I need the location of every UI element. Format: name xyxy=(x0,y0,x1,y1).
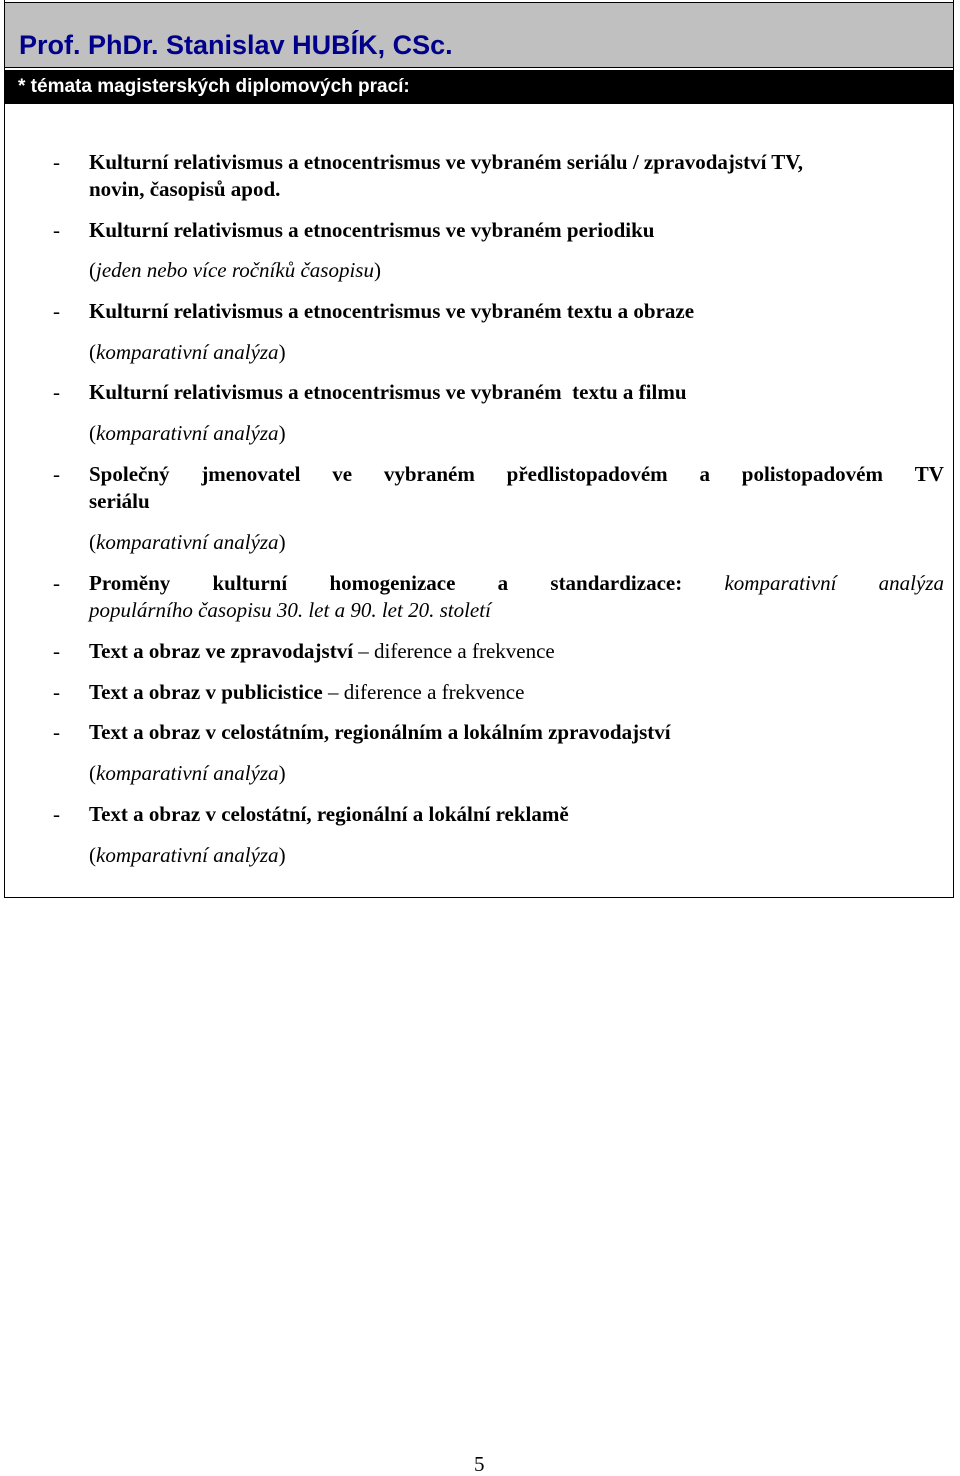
bullet-dash: - xyxy=(53,462,60,486)
word: kulturní xyxy=(212,571,288,595)
topic-2-title: Kulturní relativismus a etnocentrismus ve vybraném periodiku xyxy=(89,218,655,242)
topic-10-note xyxy=(89,845,286,866)
topic-7-title: Text a obraz ve zpravodajství xyxy=(89,639,354,663)
word: předlistopadovém xyxy=(506,462,668,486)
word: homogenizace xyxy=(329,571,456,595)
topic-9-title: Text a obraz v celostátním, regionálním a lokálním zpravodajství xyxy=(89,720,671,744)
bullet-dash: - xyxy=(53,720,60,744)
topic-7-rest: – diference a frekvence xyxy=(353,639,555,663)
topic-9-note-text: komparativní analýza xyxy=(96,761,279,785)
topic-2-note xyxy=(89,260,381,281)
word: standardizace: xyxy=(550,571,683,595)
topic-10-title: Text a obraz v celostátní, regionální a lokální reklamě xyxy=(89,802,569,826)
paren-open: ( xyxy=(89,258,96,282)
topic-4-note xyxy=(89,423,286,444)
word: a xyxy=(699,462,710,486)
bullet-dash: - xyxy=(53,680,60,704)
topic-3-note-text: komparativní analýza xyxy=(96,340,279,364)
paren-close: ) xyxy=(278,843,286,867)
topic-8-title: Text a obraz v publicistice xyxy=(89,680,323,704)
author-name: Prof. PhDr. Stanislav HUBÍK, CSc. xyxy=(19,30,453,60)
paren-close: ) xyxy=(278,421,286,445)
topic-4-title: Kulturní relativismus a etnocentrismus ve vybraném textu a filmu xyxy=(89,380,687,404)
page-number: 5 xyxy=(474,1452,485,1476)
word: analýza xyxy=(878,571,944,595)
word: vybraném xyxy=(383,462,475,486)
subtitle-header xyxy=(4,70,954,104)
topic-6-line-1 xyxy=(89,573,944,594)
bullet-dash: - xyxy=(53,380,60,404)
section-subtitle: * témata magisterských diplomových prací: xyxy=(18,76,410,97)
topic-9-note xyxy=(89,763,286,784)
topic-1-text: Kulturní relativismus a etnocentrismus ve vybraném seriálu / zpravodajství TV, xyxy=(89,150,803,174)
bullet-dash: - xyxy=(53,639,60,663)
bullet-dash: - xyxy=(53,299,60,323)
topic-2-note-text: jeden nebo více ročníků časopisu xyxy=(96,258,374,282)
name-header xyxy=(4,2,954,68)
topic-8-rest: – diference a frekvence xyxy=(322,680,525,704)
paren-open: ( xyxy=(89,843,96,867)
paren-open: ( xyxy=(89,340,96,364)
word: Proměny xyxy=(89,571,171,595)
paren-close: ) xyxy=(278,761,286,785)
bullet-dash: - xyxy=(53,802,60,826)
word: a xyxy=(497,571,509,595)
paren-close: ) xyxy=(373,258,381,282)
topic-7 xyxy=(89,641,555,662)
topic-10-note-text: komparativní analýza xyxy=(96,843,279,867)
topic-3-note xyxy=(89,342,286,363)
topic-3-title: Kulturní relativismus a etnocentrismus ve vybraném textu a obraze xyxy=(89,299,695,323)
paren-close: ) xyxy=(278,340,286,364)
paren-open: ( xyxy=(89,421,96,445)
topic-8 xyxy=(89,682,524,703)
paren-open: ( xyxy=(89,530,96,554)
topic-5-note-text: komparativní analýza xyxy=(96,530,279,554)
bullet-dash: - xyxy=(53,150,60,174)
bullet-dash: - xyxy=(53,571,60,595)
word: ve xyxy=(332,462,353,486)
topic-5-note xyxy=(89,532,286,553)
bullet-dash: - xyxy=(53,218,60,242)
word: jmenovatel xyxy=(201,462,301,486)
paren-open: ( xyxy=(89,761,96,785)
topic-6-line-2: populárního časopisu 30. let a 90. let 20. století xyxy=(89,598,491,622)
topic-4-note-text: komparativní analýza xyxy=(96,421,279,445)
word: TV xyxy=(914,462,944,486)
topic-1-line-1 xyxy=(89,152,944,173)
word: Společný xyxy=(89,462,170,486)
topic-5-line-2: seriálu xyxy=(89,489,150,513)
topic-1-line-2: novin, časopisů apod. xyxy=(89,177,281,201)
topic-5-line-1 xyxy=(89,464,944,485)
paren-close: ) xyxy=(278,530,286,554)
word: polistopadovém xyxy=(741,462,883,486)
word: komparativní xyxy=(724,571,837,595)
